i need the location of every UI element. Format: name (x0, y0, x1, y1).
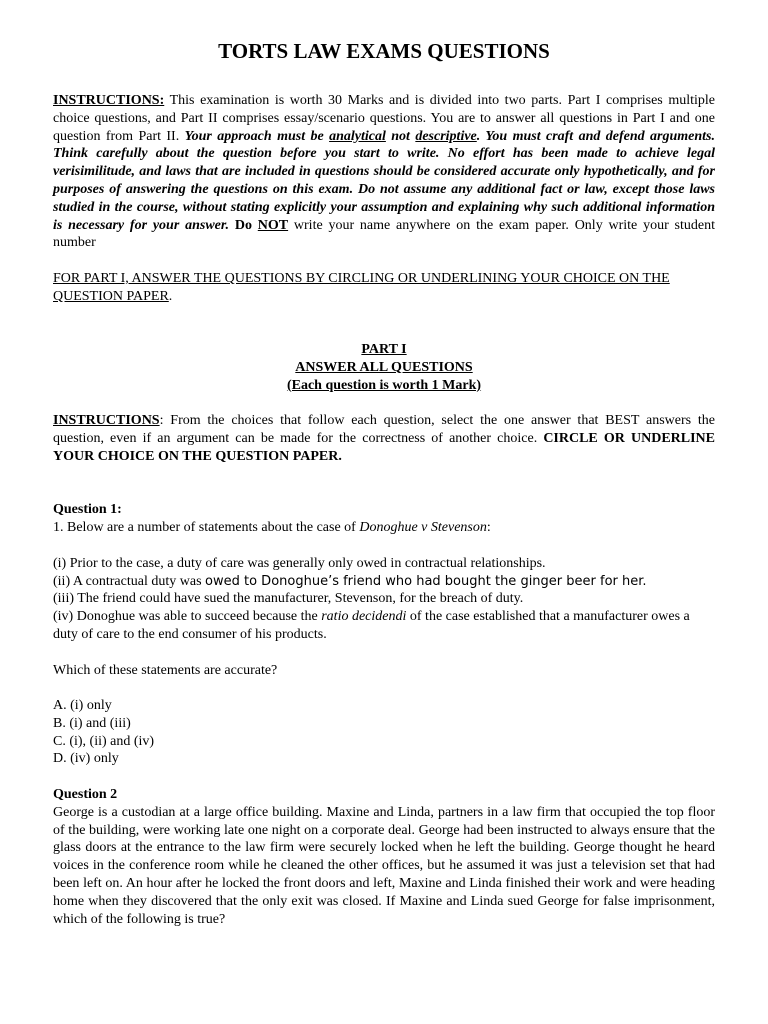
instructions-label: INSTRUCTIONS: (53, 93, 165, 108)
instructions-not: NOT (257, 217, 289, 233)
question1-option-d[interactable]: D. (iv) only (53, 751, 119, 767)
question1-statement-4 (53, 608, 715, 644)
instructions-emphasis-1: Your approach must be (184, 128, 330, 144)
question1-option-b[interactable]: B. (i) and (iii) (53, 715, 131, 731)
part1-notice-text: FOR PART I, ANSWER THE QUESTIONS BY CIRCLING OR UNDERLINING YOUR CHOICE ON THE QUESTION PAPER (53, 270, 670, 304)
question1-option-a[interactable]: A. (i) only (53, 698, 112, 714)
instructions-emphasis-3: . You must craft and defend arguments. Think carefully about the question before you start to write. No effort has been made to achieve legal verisimilitude, and laws that are included in questions should be considered accurate only hypothetically, and for purposes of answering the questions on this exam. Do not assume any additional fact or law, except those laws studied in the course, without stating explicitly your assumption and explaining why such additional information is necessary for your answer. (53, 128, 715, 233)
part1-heading: PART I (361, 342, 407, 358)
question2-heading: Question 2 (53, 787, 118, 803)
question1-statement-2 (53, 573, 715, 591)
instructions-analytical: analytical (329, 128, 386, 144)
question1-intro (53, 519, 715, 537)
question1-statement-4-pre: (iv) Donoghue was able to succeed because the (53, 609, 322, 625)
question1-intro-post: : (486, 520, 491, 536)
instructions2-bold: CIRCLE OR UNDERLINE YOUR CHOICE ON THE QUESTION PAPER. (53, 431, 715, 464)
instructions-descriptive: descriptive (415, 128, 477, 144)
question1-heading: Question 1: (53, 502, 122, 518)
question1-option-c[interactable]: C. (i), (ii) and (iv) (53, 733, 155, 749)
part1-notice-end: . (168, 288, 173, 304)
question1-statement-1: (i) Prior to the case, a duty of care was generally only owed in contractual relationships. (53, 555, 546, 571)
question1-ratio-decidendi: ratio decidendi (321, 609, 407, 625)
instructions2-text: : From the choices that follow each question, select the one answer that BEST answers the question, even if an argument can be made for the correctness of another choice. (53, 413, 715, 447)
question1-case-name: Donoghue v Stevenson (359, 520, 487, 536)
question1-statement-3: (iii) The friend could have sued the manufacturer, Stevenson, for the breach of duty. (53, 591, 524, 607)
question1-statement-2-rest: owed to Donoghue’s friend who had bought the ginger beer for her. (205, 573, 647, 589)
exam-page (53, 38, 715, 928)
part1-subheading: ANSWER ALL QUESTIONS (295, 359, 473, 375)
instructions2-paragraph (53, 412, 715, 465)
instructions-paragraph (53, 92, 715, 252)
instructions-text-2: write your name anywhere on the exam paper. Only write your student number (53, 217, 715, 251)
question2-text: George is a custodian at a large office building. Maxine and Linda, partners in a law firm that occupied the top floor of the building, were working late one night on a corporate deal. George had been instructed to always ensure that the glass doors at the entrance to the law firm were securely locked when he left the building. George thought he heard voices in the conference room while he cleaned the other offices, but he assumed it was just a television set that had been left on. An hour after he locked the front doors and left, Maxine and Linda finished their work and were heading home when they discovered that the only exit was closed. If Maxine and Linda sued George for false imprisonment, which of the following is true? (53, 804, 715, 927)
instructions-emphasis-2: not (385, 128, 416, 144)
question1-intro-pre: 1. Below are a number of statements about the case of (53, 520, 360, 536)
question1-statement-4-post: of the case established that a manufacturer owes a duty of care to the end consumer of his products. (53, 609, 690, 642)
page-title: TORTS LAW EXAMS QUESTIONS (218, 39, 550, 63)
question1-statement-2-pre: (ii) A contractual duty was (53, 573, 206, 589)
instructions-text-1: This examination is worth 30 Marks and is divided into two parts. Part I comprises multiple choice questions, and Part II comprises essay/scenario questions. You are to answer all questions in Part I and one question from Part II. (53, 93, 715, 144)
instructions-do: Do (229, 217, 258, 233)
question1-prompt: Which of these statements are accurate? (53, 662, 278, 678)
part1-worth: (Each question is worth 1 Mark) (286, 377, 482, 393)
part1-notice (53, 270, 715, 306)
instructions2-label: INSTRUCTIONS (53, 413, 160, 429)
